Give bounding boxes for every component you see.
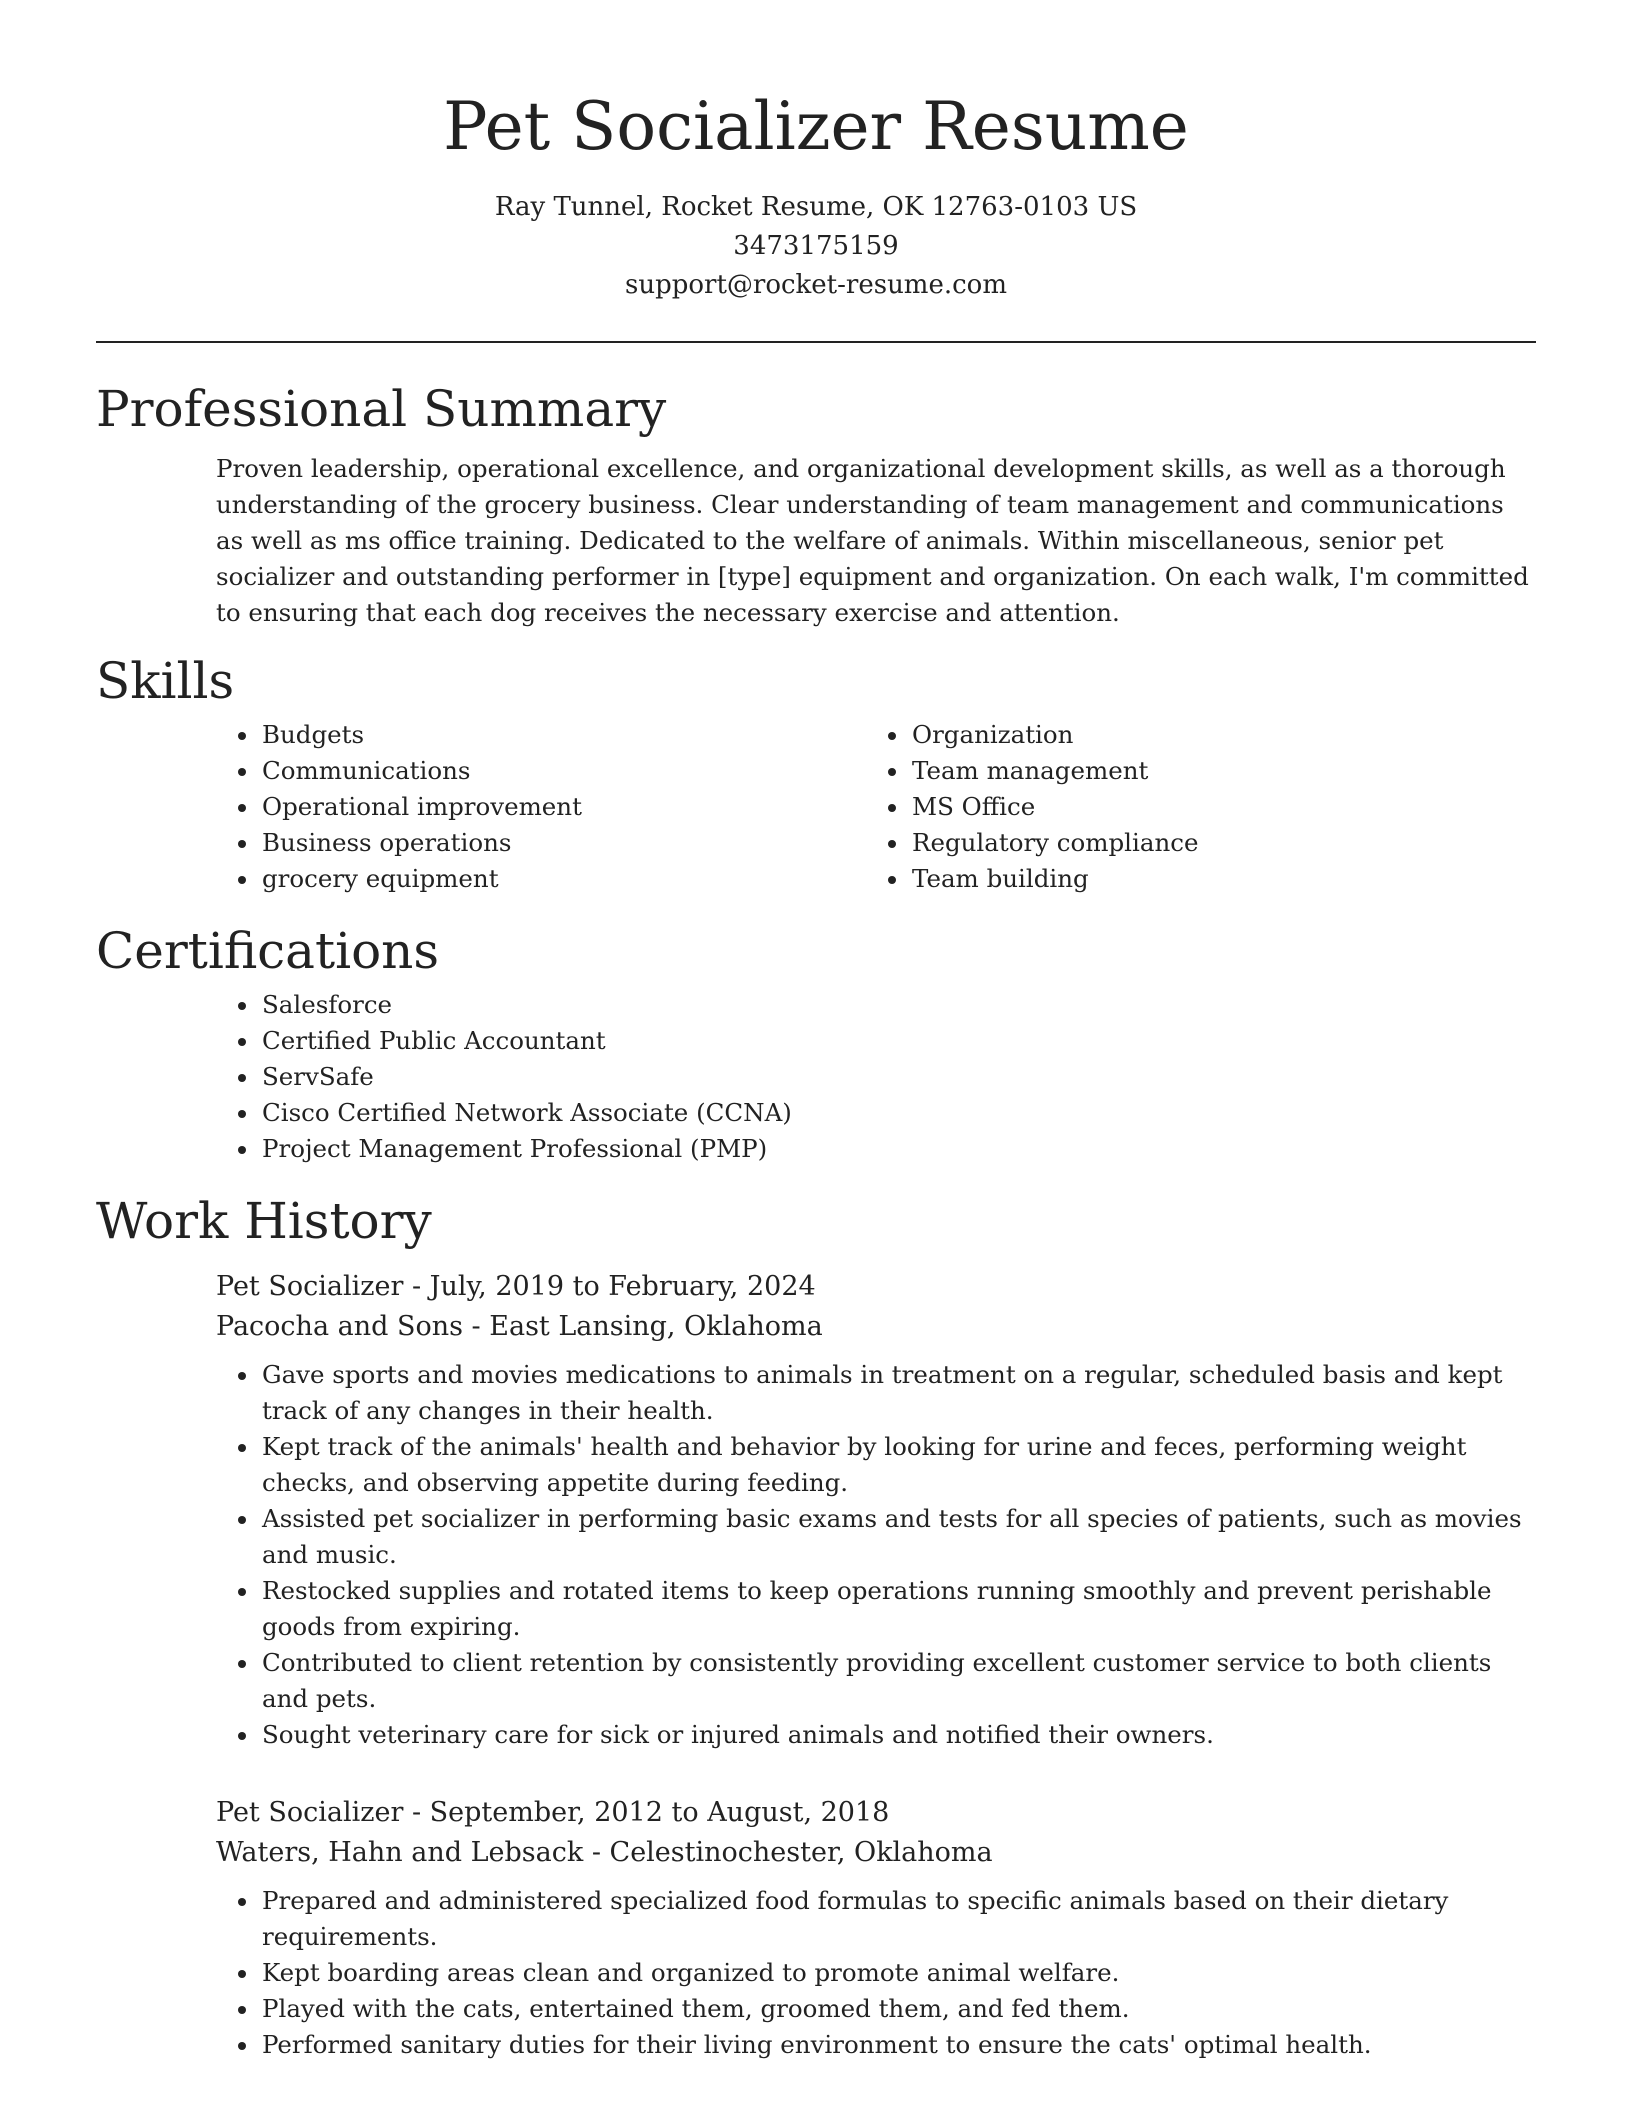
skill-item: • Team building xyxy=(910,861,1516,897)
skill-item: • Organization xyxy=(910,717,1516,753)
job-role: Pet Socializer xyxy=(216,1797,404,1828)
job-company: Waters, Hahn and Lebsack xyxy=(216,1837,584,1868)
certification-item: • Project Management Professional (PMP) xyxy=(260,1131,1536,1167)
job-location: - East Lansing, Oklahoma xyxy=(462,1311,823,1342)
header-divider xyxy=(96,341,1536,343)
skills-column-right xyxy=(866,717,1516,897)
skill-item: • grocery equipment xyxy=(260,861,866,897)
work-history-heading: Work History xyxy=(96,1192,432,1250)
job-entry xyxy=(216,1267,1536,1753)
job-duty-item: • Restocked supplies and rotated items to keep operations running smoothly and prevent perishable goods from expiring. xyxy=(260,1573,1536,1645)
job-dates: - July, 2019 to February, 2024 xyxy=(403,1271,816,1302)
job-company: Pacocha and Sons xyxy=(216,1311,463,1342)
job-duty-item: • Prepared and administered specialized food formulas to specific animals based on their dietary requirements. xyxy=(260,1883,1536,1955)
contact-email: support@rocket-resume.com xyxy=(624,270,1007,300)
resume-header xyxy=(96,0,1536,305)
job-role: Pet Socializer xyxy=(216,1271,404,1302)
skills-heading: Skills xyxy=(96,652,235,710)
contact-phone: 3473175159 xyxy=(733,231,899,261)
job-duty-item: • Sought veterinary care for sick or injured animals and notified their owners. xyxy=(260,1717,1536,1753)
certifications-heading: Certifications xyxy=(96,922,440,980)
job-duty-item: • Played with the cats, entertained them, groomed them, and fed them. xyxy=(260,1991,1536,2027)
job-location: - Celestinochester, Oklahoma xyxy=(583,1837,993,1868)
skill-item: • Operational improvement xyxy=(260,789,866,825)
job-dates: - September, 2012 to August, 2018 xyxy=(403,1797,890,1828)
job-duty-item: • Kept boarding areas clean and organized to promote animal welfare. xyxy=(260,1955,1536,1991)
job-duty-item: • Kept track of the animals' health and behavior by looking for urine and feces, performing weight checks, and observing appetite during feeding. xyxy=(260,1429,1536,1501)
skills-column-left xyxy=(216,717,866,897)
summary-text: Proven leadership, operational excellence, and organizational development skills, as well as a thorough understanding of the grocery business. Clear understanding of team management and communications as well as ms office training. Dedicated to the welfare of animals. Within miscellaneous, senior pet socializer and outstanding performer in [type] equipment and organization. On each walk, I'm committed to ensuring that each dog receives the necessary exercise and attention. xyxy=(216,454,1529,627)
job-entry xyxy=(216,1793,1536,2063)
job-company-line xyxy=(216,1307,1536,1347)
skill-item: • Regulatory compliance xyxy=(910,825,1516,861)
job-duties-list xyxy=(216,1357,1536,1753)
skill-item: • Business operations xyxy=(260,825,866,861)
job-duty-item: • Gave sports and movies medications to animals in treatment on a regular, scheduled basis and kept track of any changes in their health. xyxy=(260,1357,1536,1429)
skill-item: • MS Office xyxy=(910,789,1516,825)
job-duties-list xyxy=(216,1883,1536,2063)
contact-address: Ray Tunnel, Rocket Resume, OK 12763-0103 US xyxy=(494,192,1138,222)
summary-heading: Professional Summary xyxy=(96,380,667,438)
certification-item: • Cisco Certified Network Associate (CCNA) xyxy=(260,1095,1536,1131)
job-title-line xyxy=(216,1793,1536,1833)
summary-section xyxy=(216,451,1536,631)
resume-page xyxy=(96,0,1536,2063)
job-duty-item: • Assisted pet socializer in performing basic exams and tests for all species of patients, such as movies and music. xyxy=(260,1501,1536,1573)
skill-item: • Budgets xyxy=(260,717,866,753)
certifications-list xyxy=(216,987,1536,1167)
skill-item: • Team management xyxy=(910,753,1516,789)
certification-item: • ServSafe xyxy=(260,1059,1536,1095)
job-duty-item: • Performed sanitary duties for their living environment to ensure the cats' optimal health. xyxy=(260,2027,1536,2063)
resume-title: Pet Socializer Resume xyxy=(443,88,1189,165)
skill-item: • Communications xyxy=(260,753,866,789)
skills-list xyxy=(216,717,1536,897)
job-company-line xyxy=(216,1833,1536,1873)
certification-item: • Salesforce xyxy=(260,987,1536,1023)
job-duty-item: • Contributed to client retention by consistently providing excellent customer service to both clients and pets. xyxy=(260,1645,1536,1717)
job-title-line xyxy=(216,1267,1536,1307)
certification-item: • Certified Public Accountant xyxy=(260,1023,1536,1059)
